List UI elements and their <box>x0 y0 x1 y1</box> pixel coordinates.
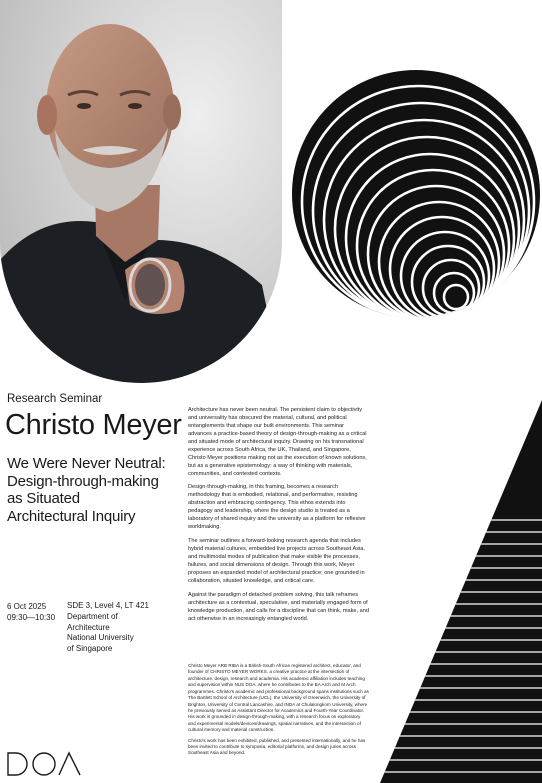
striped-triangle-graphic <box>380 400 542 783</box>
event-venue <box>67 601 177 655</box>
venue-line: of Singapore <box>67 644 113 654</box>
abstract-text <box>188 407 369 629</box>
abstract-paragraph: Against the paradigm of detached problem solving, this talk reframes architecture as a contextual, speculative, and materially engaged form of knowledge production, and calls for a discipline that can think, make, and act otherwise in an increasingly entangled world. <box>188 591 369 622</box>
venue-line: Department of <box>67 611 118 621</box>
talk-title <box>7 455 185 526</box>
talk-title-line: Design-through-making <box>7 472 159 490</box>
abstract-paragraph: Design-through-making, in this framing, becomes a research methodology that is embodied, relational, and performative, resisting abstraction and embracing contingency. This ethos extends into pedagogy and leadership, where the design studio is treated as a laboratory of shared inquiry and the university as a platform for reflexive worldmaking. <box>188 484 366 531</box>
bio-paragraph: Christo's work has been exhibited, published, and presented internationally, and he has been invited to contribute to symposia, editorial platforms, and design juries across Southeast Asia and beyond. <box>188 737 366 756</box>
concentric-rings-graphic <box>290 6 542 382</box>
speaker-bio <box>188 663 369 761</box>
talk-title-line: Architectural Inquiry <box>7 508 136 526</box>
venue-line: National University <box>67 633 134 643</box>
venue-line: SDE 3, Level 4, LT 421 <box>67 601 149 610</box>
abstract-paragraph: Architecture has never been neutral. The persistent claim to objectivity and universality has obscured the material, cultural, and political entanglements that shape our built environments. This seminar advances a practice-based theory of design-through-making as a critical and situated mode of architectural inquiry. Drawing on his transnational experience across South Africa, the UK, Thailand, and Singapore, Christo Meyer positions making not as the execution of known solutions, but as a generative epistemology: a way of thinking with materials, communities, and contested contexts. <box>188 407 367 477</box>
venue-line: Architecture <box>67 622 110 632</box>
bio-paragraph: Christo Meyer ARB RIBA is a British-South African registered architect, educator, and founder of CHRISTO MEYER WORKS, a creative practice at the intersection of architecture, design, research and academia. His academic affiliation includes teaching and supervision within NUS DOA, where he contributes to the BA Arch and M Arch programmes. Christo's academic and professional background spans institutions such as The Bartlett School of Architecture (UCL), the University of Greenwich, the University of Brighton, University of Central Lancashire, and INDA at Chulalongkorn University, where he previously served as Assistant Director for Academics and Fourth-Year Coordinator. His work is grounded in design-through-making, with a research focus on exploratory and experimental models/devices/drawings, spatial narratives, and the intersection of cultural memory and material construction. <box>188 663 369 733</box>
event-type-label: Research Seminar <box>7 393 103 405</box>
event-date: 6 Oct 2025 <box>7 602 47 611</box>
talk-title-line: We Were Never Neutral: <box>7 455 166 472</box>
speaker-portrait <box>0 0 282 383</box>
event-time: 09:30—10:30 <box>7 613 56 623</box>
abstract-paragraph: The seminar outlines a forward-looking research agenda that includes hybrid material cultures, embedded live projects across Southeast Asia, and multimodal modes of publication that make visible the processes, failures, and social dimensions of design. Through this work, Meyer proposes an expanded model of architectural practice; one grounded in collaboration, situated knowledge, and critical care. <box>188 538 365 584</box>
event-datetime <box>7 601 55 623</box>
speaker-name: Christo Meyer <box>5 409 182 441</box>
talk-title-line: as Situated <box>7 490 80 508</box>
doa-logo <box>6 751 82 777</box>
